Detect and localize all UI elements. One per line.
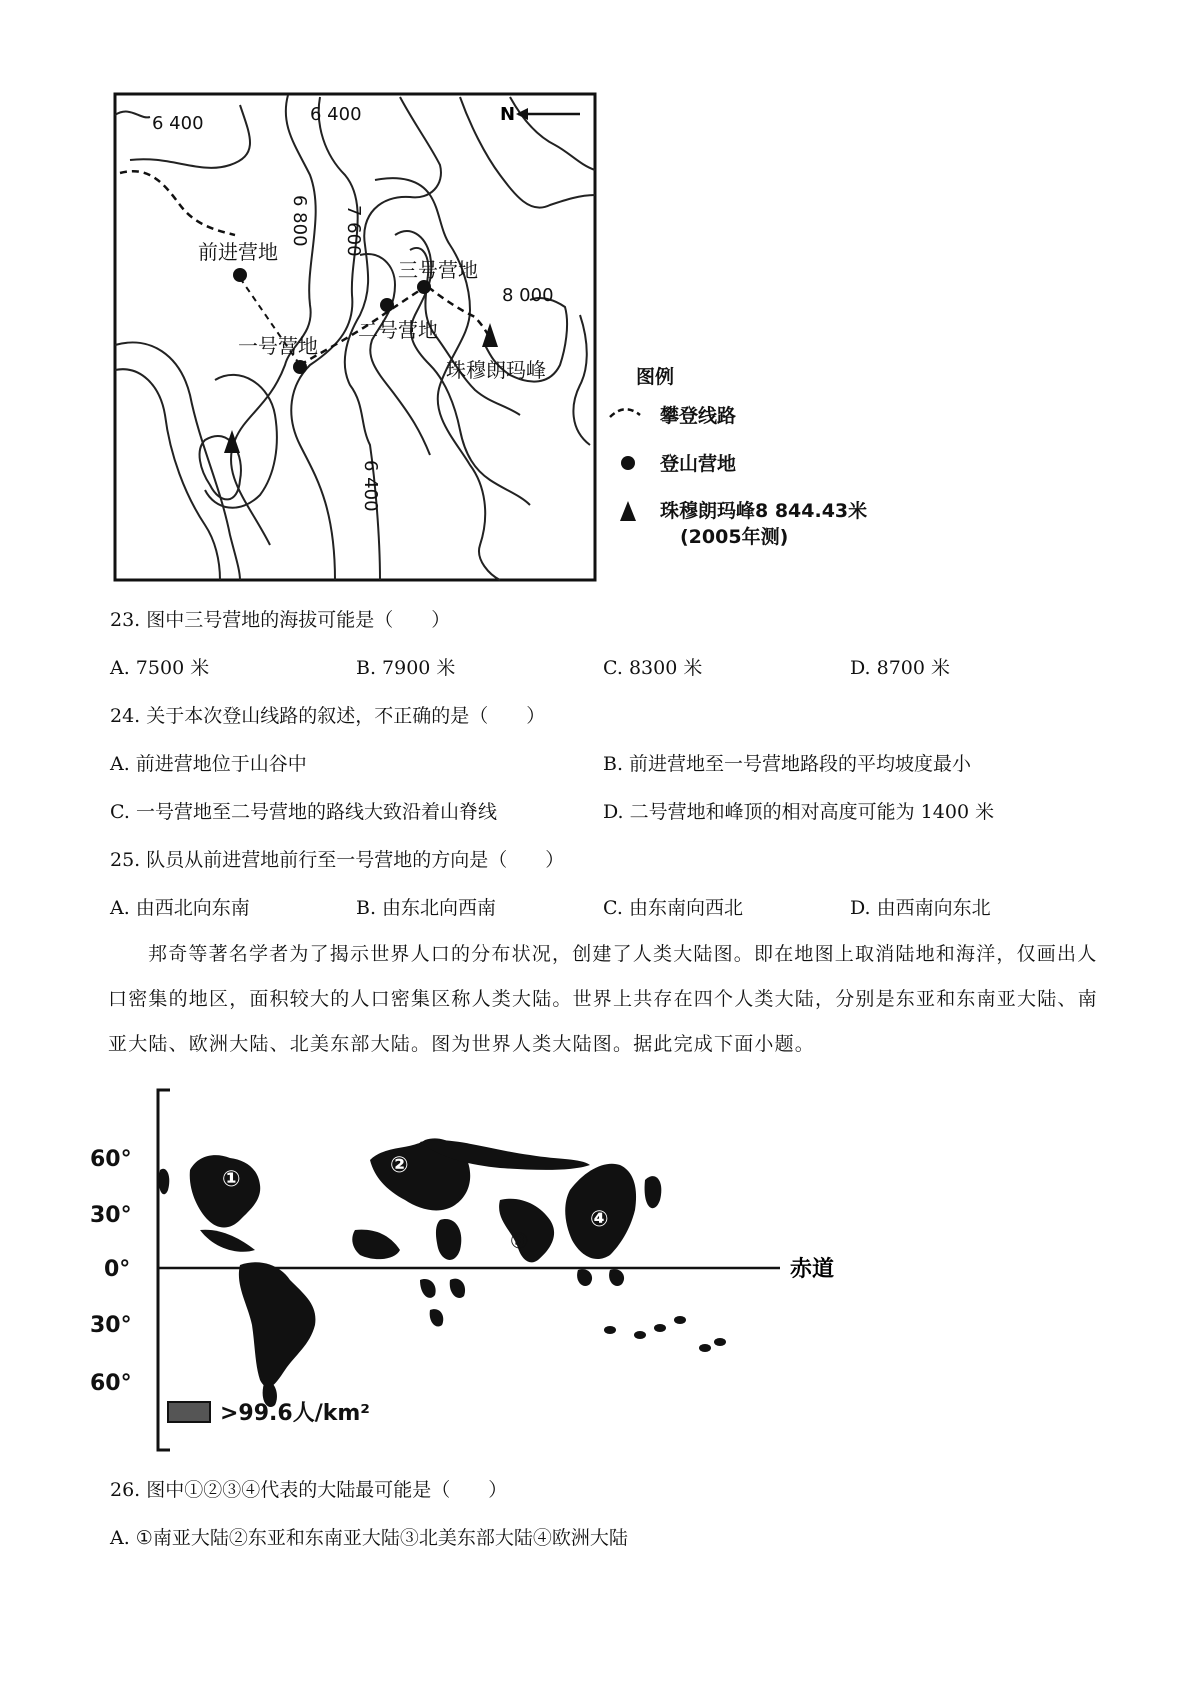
contour-label-6400-nw: 6 400	[152, 113, 204, 134]
contour-label-6400-s: 6 400	[360, 460, 381, 512]
contour-line	[231, 95, 316, 545]
population-blob	[645, 1176, 662, 1208]
map-left-border	[158, 1090, 170, 1450]
q23-option-b[interactable]: B. 7900 米	[356, 657, 456, 679]
contour-line	[115, 342, 240, 580]
population-blob	[577, 1269, 592, 1286]
contour-line	[573, 315, 590, 445]
q23-stem: 23. 图中三号营地的海拔可能是（ ）	[110, 609, 451, 631]
q25-stem: 25. 队员从前进营地前行至一号营地的方向是（ ）	[110, 849, 565, 871]
q26-option-a[interactable]: A. ①南亚大陆②东亚和东南亚大陆③北美东部大陆④欧洲大陆	[110, 1527, 628, 1549]
legend-camp-icon	[621, 456, 635, 470]
contour-line	[205, 375, 277, 508]
passage-text: 邦奇等著名学者为了揭示世界人口的分布状况，创建了人类大陆图。即在地图上取消陆地和海洋，仅画出人口密集的地区，面积较大的人口密集区称人类大陆。世界上共存在四个人类大陆，分别是东亚和东南亚大陆、南亚大陆、欧洲大陆、北美东部大陆。图为世界人类大陆图。据此完成下面小题。	[108, 943, 1098, 1055]
legend-camp-label: 登山营地	[660, 453, 737, 475]
q24-option-d[interactable]: D. 二号营地和峰顶的相对高度可能为 1400 米	[603, 801, 995, 823]
population-blob	[609, 1269, 624, 1286]
q23-option-c[interactable]: C. 8300 米	[603, 657, 703, 679]
population-dot	[674, 1316, 686, 1324]
camp1-label: 一号营地	[238, 334, 318, 358]
legend-peak-year: (2005年测)	[680, 526, 789, 548]
camp1-dot	[293, 360, 307, 374]
lat-label-60s: 60°	[90, 1371, 132, 1396]
q24-option-c[interactable]: C. 一号营地至二号营地的路线大致沿着山脊线	[110, 801, 497, 823]
marker-4: ④	[590, 1207, 609, 1232]
climbing-route	[120, 171, 235, 235]
marker-3: ③	[510, 1229, 529, 1254]
advance-camp-label: 前进营地	[198, 240, 278, 264]
legend-peak-label: 珠穆朗玛峰8 844.43米	[660, 500, 868, 522]
legend-route-label: 攀登线路	[660, 405, 737, 427]
legend-route-icon	[610, 409, 640, 417]
lat-label-0: 0°	[104, 1257, 131, 1282]
contour-line	[115, 112, 150, 118]
q25-option-b[interactable]: B. 由东北向西南	[356, 897, 497, 919]
legend-peak-icon	[620, 501, 636, 521]
camp3-dot	[417, 280, 431, 294]
density-legend-swatch	[168, 1402, 210, 1422]
peak-triangle	[482, 323, 498, 347]
camp3-label: 三号营地	[398, 258, 478, 282]
population-dot	[654, 1324, 666, 1332]
q25-option-c[interactable]: C. 由东南向西北	[603, 897, 743, 919]
population-dot	[634, 1331, 646, 1339]
lat-label-60n: 60°	[90, 1147, 132, 1172]
marker-2: ②	[390, 1153, 409, 1178]
equator-label: 赤道	[790, 1257, 835, 1282]
q26-stem: 26. 图中①②③④代表的大陆最可能是（ ）	[110, 1479, 508, 1501]
contour-label-6800: 6 800	[289, 195, 310, 247]
contour-label-8000: 8 000	[502, 285, 554, 306]
population-blob	[436, 1219, 461, 1260]
camp2-dot	[380, 298, 394, 312]
marker-1: ①	[222, 1167, 241, 1192]
q25-option-a[interactable]: A. 由西北向东南	[110, 897, 250, 919]
peak-label: 珠穆朗玛峰	[446, 358, 546, 382]
population-dot	[604, 1326, 616, 1334]
population-blob	[420, 1279, 436, 1298]
population-blob-south-america	[239, 1262, 316, 1387]
world-human-continent-map	[90, 1080, 870, 1470]
contour-line	[510, 97, 595, 170]
camp2-label: 二号营地	[358, 318, 438, 342]
q23-option-d[interactable]: D. 8700 米	[850, 657, 951, 679]
lat-label-30n: 30°	[90, 1203, 132, 1228]
population-blob	[430, 1309, 444, 1326]
population-blob-africa	[352, 1230, 400, 1259]
map-frame	[115, 94, 595, 580]
population-blob	[200, 1230, 255, 1252]
contour-label-7600: 7 600	[343, 205, 364, 257]
population-blob	[159, 1169, 169, 1195]
advance-camp-dot	[233, 268, 247, 282]
q24-stem: 24. 关于本次登山线路的叙述，不正确的是（ ）	[110, 705, 546, 727]
population-blob	[450, 1279, 465, 1298]
q23-option-a[interactable]: A. 7500 米	[110, 657, 210, 679]
q25-option-d[interactable]: D. 由西南向东北	[850, 897, 991, 919]
north-label: N	[500, 104, 516, 125]
density-legend-label: >99.6人/km²	[220, 1401, 370, 1426]
everest-contour-map	[110, 85, 900, 595]
population-dot	[699, 1344, 711, 1352]
lat-label-30s: 30°	[90, 1313, 132, 1338]
q24-option-b[interactable]: B. 前进营地至一号营地路段的平均坡度最小	[603, 753, 972, 775]
contour-label-6400-n: 6 400	[310, 104, 362, 125]
legend-title: 图例	[636, 366, 675, 388]
population-dot	[714, 1338, 726, 1346]
q24-option-a[interactable]: A. 前进营地位于山谷中	[110, 753, 307, 775]
